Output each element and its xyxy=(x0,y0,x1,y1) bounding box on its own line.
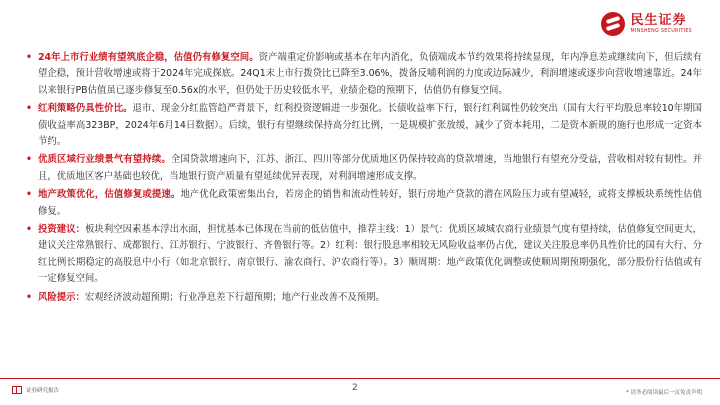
item-highlight: 风险提示： xyxy=(38,291,85,303)
item-text: 地产优化政策密集出台，若房企的销售和流动性转好，银行房地产贷款的潜在风险压力或有望减轻，或将支撑板块系统性估值修复。 xyxy=(38,189,702,217)
page-number: 2 xyxy=(352,383,358,393)
brand-name-en: MINSHENG SECURITIES xyxy=(630,28,692,34)
brand-name-cn: 民生证券 xyxy=(630,12,687,28)
book-icon xyxy=(12,386,22,394)
item-text: 全国贷款增速向下，江苏、浙江、四川等部分优质地区仍保持较高的贷款增速，当地银行有望充分受益，营收相对较有韧性。并且，优质地区客户基础也较优，当地银行资产质量有望延续优异表现，对利润增速形成支撑。 xyxy=(38,154,702,182)
item-highlight: 投资建议： xyxy=(38,224,86,236)
item-text: 退市、现金分红监管趋严背景下，红利投资逻辑进一步强化。长债收益率下行，银行红利属性仍较突出（国有大行平均股息率较10年期国债收益率高323BP，2024年6月14日数据）。后续，银行有望继续保持高分红比例，一是规模扩张放缓，减少了资本耗用，二是资本新规的施行也形成一定资本节约。 xyxy=(38,103,702,148)
bullet-icon: • xyxy=(26,103,32,115)
list-item xyxy=(26,101,702,150)
item-highlight: 红利策略仍具性价比。 xyxy=(38,103,133,115)
brand-logo xyxy=(601,12,692,36)
list-item xyxy=(26,50,702,99)
item-text: 宏观经济波动超预期；行业净息差下行超预期；地产行业改善不及预期。 xyxy=(84,291,385,303)
bullet-icon: • xyxy=(26,52,32,63)
item-text: 资产端重定价影响或基本在年内消化，负债端成本节约效果将持续显现，年内净息差或继续向下，但后续有望企稳，预计营收增速或将于2024年完成探底。24Q1末上市行拨贷比已降至3.06%，拨备反哺利润的力度或边际减少，利润增速或逐步向营收增速靠近。24年以来银行PB估值虽已逐步修复至0.56x的水平，但仍处于历史较低水平，业绩企稳的预期下，估值仍有修复空间。 xyxy=(38,52,702,96)
bullet-icon: • xyxy=(26,189,32,201)
bullet-icon: • xyxy=(26,291,32,303)
item-highlight: 地产政策优化，估值修复或提速。 xyxy=(38,189,181,201)
footer-label: 证券研究报告 xyxy=(26,388,60,394)
list-item xyxy=(26,187,702,220)
disclaimer: * 请务必阅读最后一页免责声明 xyxy=(626,390,702,396)
footer-label-group xyxy=(12,386,59,394)
brand-mark-icon xyxy=(601,12,625,36)
item-highlight: 优质区域行业绩景气有望持续。 xyxy=(38,154,171,166)
bullet-icon: • xyxy=(26,154,32,166)
bullet-list xyxy=(26,50,702,308)
bullet-icon: • xyxy=(26,224,32,236)
list-item xyxy=(26,222,702,288)
item-text: 板块利空因素基本浮出水面，担忧基本已体现在当前的低估值中，推荐主线：1）景气：优质区域城农商行业绩景气度有望持续，估值修复空间更大，建议关注常熟银行、成都银行、江苏银行、宁波银行、齐鲁银行等。2）红利：银行股息率相较无风险收益率仍占优，建议关注股息率仍具性价比的国有大行、分红比例长期稳定的高股息中小行（如北京银行、南京银行、渝农商行、沪农商行等）。3）顺周期：地产政策优化调整或使顺周期预期强化，部分股份行估值或有一定修复空间。 xyxy=(38,224,702,285)
list-item xyxy=(26,290,702,306)
brand-text xyxy=(631,14,692,35)
item-highlight: 24年上市行业绩有望筑底企稳，估值仍有修复空间。 xyxy=(38,52,259,63)
footer-divider xyxy=(0,378,720,379)
list-item xyxy=(26,152,702,185)
